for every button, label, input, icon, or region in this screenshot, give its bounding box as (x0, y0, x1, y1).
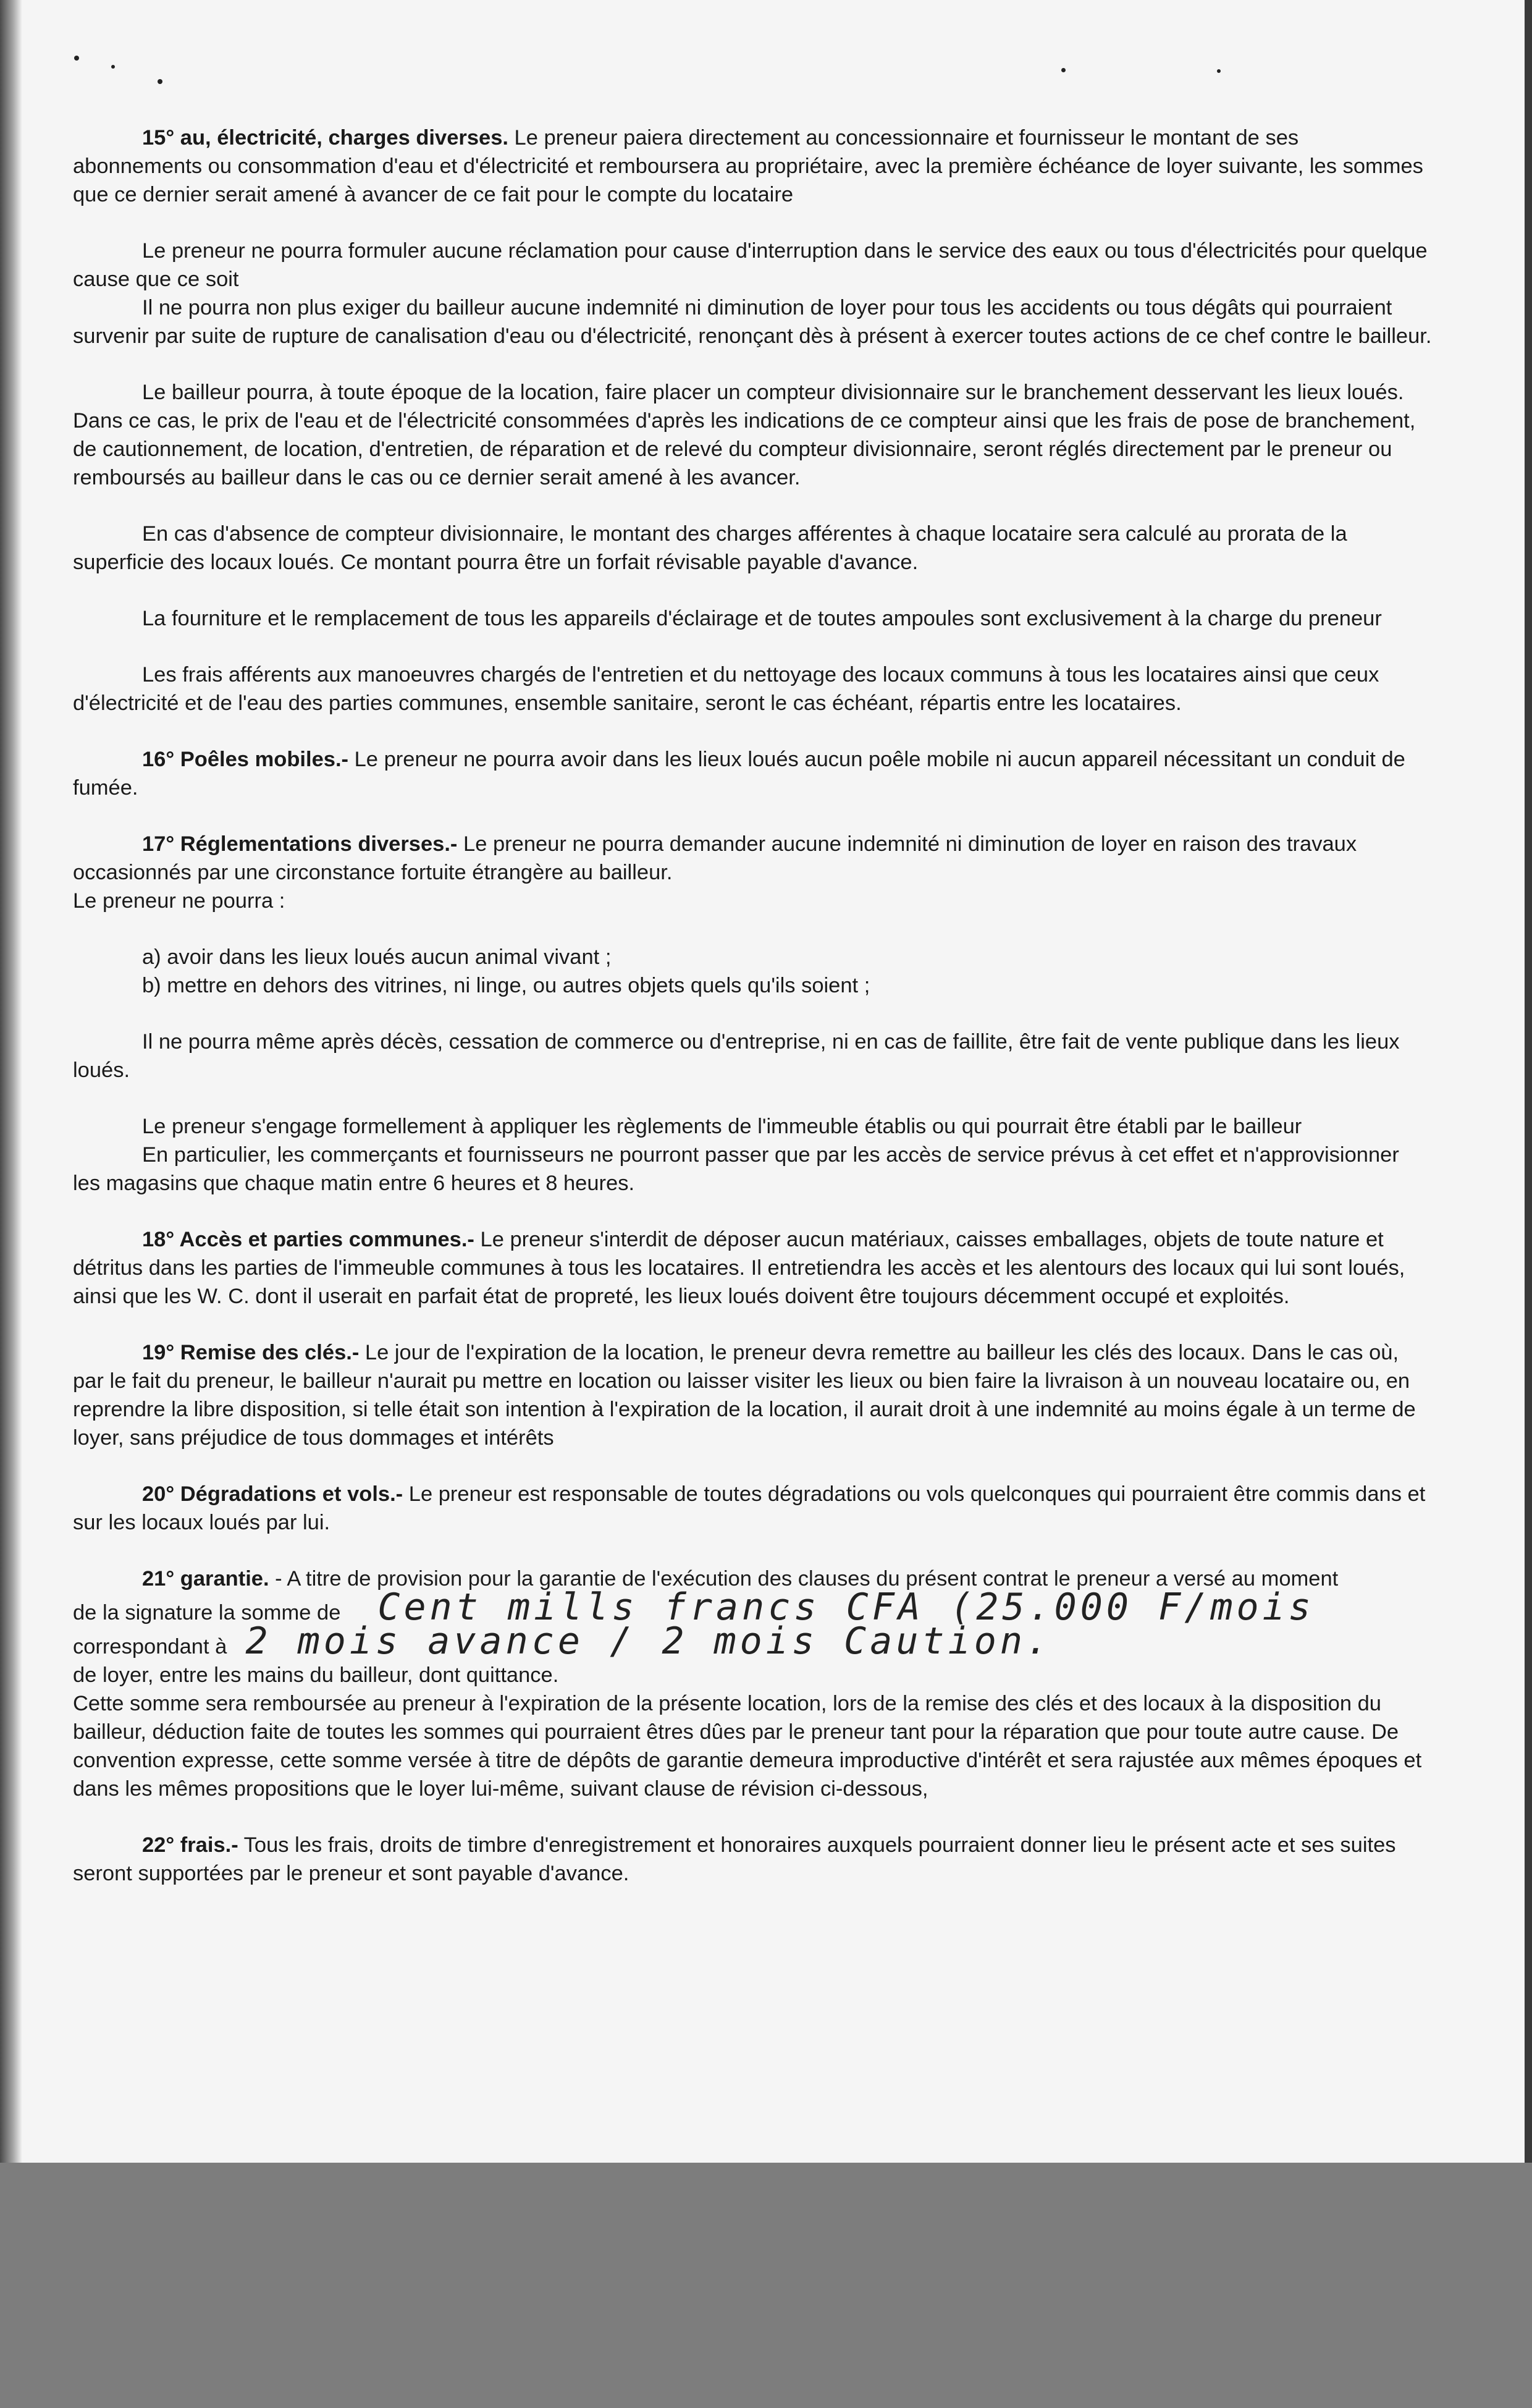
section-20 (73, 1480, 1432, 1537)
paragraph (73, 745, 1432, 802)
scan-speck (111, 65, 115, 69)
section-17 (73, 830, 1432, 1198)
detail-line (73, 1620, 1432, 1663)
paragraph (73, 237, 1432, 294)
scan-speck (1217, 69, 1221, 73)
paragraph-text: Les frais afférents aux manoeuvres chargés de l'entretien et du nettoyage des locaux communs à tous les locataires ainsi que ceux d'électricité et de l'eau des parties communes, ensemble sanitaire, seront le cas échéant, répartis entre les locataires. (73, 663, 1379, 715)
section-heading: 19° Remise des clés.- (142, 1341, 360, 1364)
section-heading: 16° Poêles mobiles.- (142, 748, 349, 771)
paragraph (73, 661, 1432, 717)
paragraph-text: Le jour de l'expiration de la location, le preneur devra remettre au bailleur les clés des locaux. Dans le cas où, par le fait du preneur, le bailleur n'aurait pu mettre en location ou laisser visiter les lieux ou bien faire la livraison à un nouveau locataire ou, en reprendre la libre disposition, si telle était son intention à l'expiration de la location, il aurait droit à une indemnité au moins égale à un terme de loyer, sans préjudice de tous dommages et intérêts (73, 1341, 1416, 1450)
paragraph-text: Le bailleur pourra, à toute époque de la location, faire placer un compteur divisionnaire sur le branchement desservant les lieux loués. Dans ce cas, le prix de l'eau et de l'électricité consommées d'après les indications de ce compteur ainsi que les frais de pose de branchement, de cautionnement, de location, d'entretien, de réparation et de relevé du compteur divisionnaire, seront réglés directement par le preneur ou remboursés au bailleur dans le cas ou ce dernier serait amené à les avancer. (73, 381, 1416, 489)
section-heading: 22° frais.- (142, 1833, 238, 1857)
paragraph-text: En cas d'absence de compteur divisionnaire, le montant des charges afférentes à chaque locataire sera calculé au prorata de la superficie des locaux loués. Ce montant pourra être un forfait révisable payable d'avance. (73, 522, 1347, 574)
list-item: a) avoir dans les lieux loués aucun animal vivant ; (142, 945, 612, 969)
section-16 (73, 745, 1432, 802)
section-18 (73, 1225, 1432, 1311)
section-22 (73, 1831, 1432, 1888)
paragraph-text: Le preneur s'engage formellement à appliquer les règlements de l'immeuble établis ou qui pourrait être établi par le bailleur (142, 1115, 1302, 1138)
paragraph-text: Le preneur s'interdit de déposer aucun matériaux, caisses emballages, objets de toute nature et détritus dans les parties de l'immeuble communes à tous les locataires. Il entretiendra les accès et les alentours des locaux qui lui sont loués, ainsi que les W. C. dont il userait en parfait état de propreté, les lieux loués doivent être toujours décemment occupé et exploités. (73, 1228, 1405, 1308)
paragraph (73, 520, 1432, 577)
scan-edge-shadow (0, 0, 22, 2163)
amount-label: de la signature la somme de (73, 1601, 341, 1624)
paragraph (73, 1112, 1432, 1141)
paragraph (73, 1028, 1432, 1084)
list-item: b) mettre en dehors des vitrines, ni linge, ou autres objets quels qu'ils soient ; (142, 974, 870, 997)
paragraph (73, 124, 1432, 209)
paragraph-text: Il ne pourra non plus exiger du bailleur aucune indemnité ni diminution de loyer pour tous les accidents ou tous dégâts qui pourraient survenir par suite de rupture de canalisation d'eau ou d'électricité, renonçant dès à présent à exercer toutes actions de ce chef contre le bailleur. (73, 296, 1432, 348)
scan-speck (1061, 68, 1066, 72)
paragraph-text: Le preneur ne pourra demander aucune indemnité ni diminution de loyer en raison des travaux occasionnés par une circonstance fortuite étrangère au bailleur. (73, 832, 1357, 884)
section-15 (73, 124, 1432, 717)
paragraph (73, 294, 1432, 350)
paragraph (73, 1141, 1432, 1198)
paragraph (73, 378, 1432, 492)
paragraph-text: Cette somme sera remboursée au preneur à l'expiration de la présente location, lors de la remise des clés et des locaux à la disposition du bailleur, déduction faite de toutes les sommes qui pourraient êtres dûes par le preneur tant pour la réparation que pour toute autre cause. De convention expresse, cette somme versée à titre de dépôts de garantie demeura improductive d'intérêt et sera rajustée aux mêmes époques et dans les mêmes propositions que le loyer lui-même, suivant clause de révision ci-dessous, (73, 1692, 1422, 1801)
paragraph-text: La fourniture et le remplacement de tous les appareils d'éclairage et de toutes ampoules sont exclusivement à la charge du preneur (142, 607, 1382, 630)
paragraph (73, 830, 1432, 887)
paragraph-text: Le preneur ne pourra formuler aucune réclamation pour cause d'interruption dans le service des eaux ou tous d'électricités pour quelque cause que ce soit (73, 239, 1428, 291)
list-intro: Le preneur ne pourra : (73, 889, 285, 913)
paragraph-text: de loyer, entre les mains du bailleur, dont quittance. (73, 1663, 559, 1687)
section-heading: 17° Réglementations diverses.- (142, 832, 458, 856)
paragraph (73, 1225, 1432, 1311)
paragraph (73, 604, 1432, 633)
section-heading: 18° Accès et parties communes.- (142, 1228, 474, 1251)
paragraph (73, 1480, 1432, 1537)
paragraph-text: - A titre de provision pour la garantie de l'exécution des clauses du présent contrat le preneur a versé au moment (269, 1567, 1339, 1591)
section-21 (73, 1565, 1432, 1803)
paragraph-text: Le preneur ne pourra avoir dans les lieux loués aucun poêle mobile ni aucun appareil nécessitant un conduit de fumée. (73, 748, 1405, 800)
paragraph-text: En particulier, les commerçants et fournisseurs ne pourront passer que par les accès de service prévus à cet effet et n'approvisionner les magasins que chaque matin entre 6 heures et 8 heures. (73, 1143, 1399, 1195)
list (73, 943, 1432, 1000)
paragraph (73, 1338, 1432, 1452)
handwritten-amount: Cent mills francs CFA (25.000 F/mois (377, 1586, 1315, 1629)
section-heading: 21° garantie. (142, 1567, 269, 1591)
paragraph-text: Il ne pourra même après décès, cessation de commerce ou d'entreprise, ni en cas de faillite, être fait de vente publique dans les lieux loués. (73, 1030, 1400, 1082)
detail-label: correspondant à (73, 1635, 227, 1658)
paragraph-text: Tous les frais, droits de timbre d'enregistrement et honoraires auxquels pourraient donner lieu le présent acte et ses suites seront supportées par le preneur et sont payable d'avance. (73, 1833, 1396, 1885)
section-heading: 15° au, électricité, charges diverses. (142, 126, 508, 150)
scan-speck (158, 79, 162, 84)
section-19 (73, 1338, 1432, 1452)
paragraph-text: Le preneur paiera directement au concessionnaire et fournisseur le montant de ses abonnements ou consommation d'eau et d'électricité et remboursera au propriétaire, avec la première échéance de loyer suivante, les sommes que ce dernier serait amené à avancer de ce fait pour le compte du locataire (73, 126, 1423, 206)
scan-speck (74, 56, 79, 61)
paragraph (73, 1831, 1432, 1888)
section-heading: 20° Dégradations et vols.- (142, 1482, 403, 1506)
paragraph (73, 1565, 1432, 1803)
paragraph-text: Le preneur est responsable de toutes dégradations ou vols quelconques qui pourraient être commis dans et sur les locaux loués par lui. (73, 1482, 1426, 1534)
contract-text (73, 124, 1432, 1916)
handwritten-detail: 2 mois avance / 2 mois Caution. (245, 1620, 1053, 1663)
